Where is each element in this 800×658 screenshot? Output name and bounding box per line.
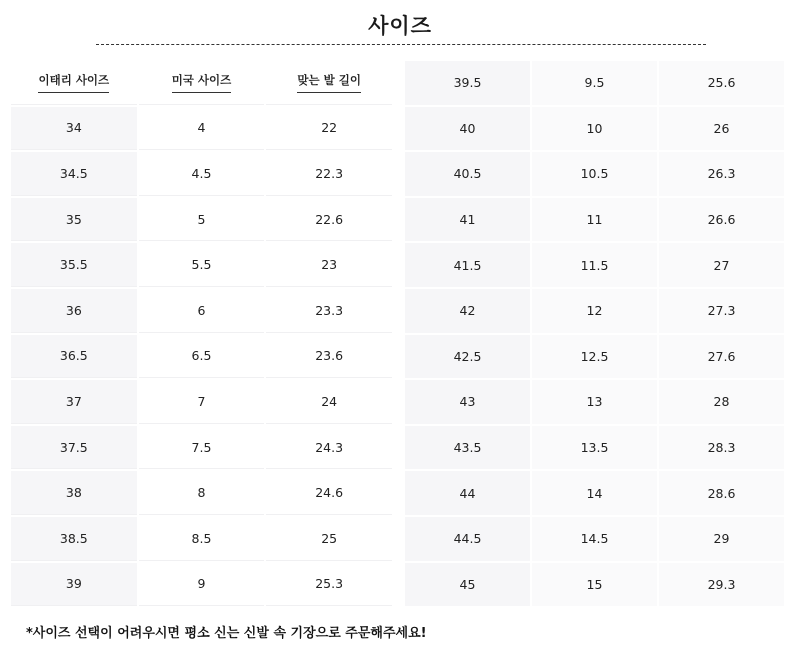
table-cell: 28.3 (659, 426, 784, 470)
table-cell: 10 (532, 107, 657, 151)
table-cell: 9 (139, 563, 265, 607)
table-cell: 12.5 (532, 335, 657, 379)
table-cell: 23.3 (266, 289, 392, 333)
table-cell: 7 (139, 380, 265, 424)
table-cell: 43 (405, 380, 530, 424)
header-label: 맞는 발 길이 (297, 72, 361, 93)
table-cell: 12 (532, 289, 657, 333)
table-cell: 13.5 (532, 426, 657, 470)
table-cell: 28 (659, 380, 784, 424)
table-cell: 26.3 (659, 152, 784, 196)
table-cell: 38 (11, 471, 137, 515)
table-cell: 5.5 (139, 243, 265, 287)
table-cell: 34.5 (11, 152, 137, 196)
table-cell: 11.5 (532, 243, 657, 287)
table-cell: 4 (139, 107, 265, 151)
table-cell: 4.5 (139, 152, 265, 196)
table-cell: 24.3 (266, 426, 392, 470)
table-cell: 9.5 (532, 61, 657, 105)
table-cell: 24.6 (266, 471, 392, 515)
table-cell: 7.5 (139, 426, 265, 470)
table-cell: 24 (266, 380, 392, 424)
table-cell: 40.5 (405, 152, 530, 196)
dashed-divider (96, 44, 706, 45)
table-cell: 39.5 (405, 61, 530, 105)
table-cell: 35 (11, 198, 137, 242)
header-label: 이태리 사이즈 (38, 72, 109, 93)
table-cell: 8 (139, 471, 265, 515)
table-cell: 41 (405, 198, 530, 242)
table-cell: 29 (659, 517, 784, 561)
table-cell: 5 (139, 198, 265, 242)
table-cell: 25 (266, 517, 392, 561)
table-cell: 28.6 (659, 471, 784, 515)
table-cell: 15 (532, 563, 657, 607)
table-cell: 45 (405, 563, 530, 607)
table-cell: 37.5 (11, 426, 137, 470)
table-cell: 42.5 (405, 335, 530, 379)
size-table-left (11, 61, 392, 606)
table-cell: 10.5 (532, 152, 657, 196)
page-title: 사이즈 (368, 14, 432, 38)
table-cell: 26 (659, 107, 784, 151)
table-cell: 39 (11, 563, 137, 607)
table-cell: 22.6 (266, 198, 392, 242)
table-cell: 6 (139, 289, 265, 333)
table-cell: 23.6 (266, 335, 392, 379)
header-foot-length (266, 61, 392, 105)
table-cell: 13 (532, 380, 657, 424)
header-italy-size (11, 61, 137, 105)
table-cell: 41.5 (405, 243, 530, 287)
table-cell: 42 (405, 289, 530, 333)
table-cell: 6.5 (139, 335, 265, 379)
table-cell: 25.6 (659, 61, 784, 105)
table-cell: 36.5 (11, 335, 137, 379)
table-cell: 44 (405, 471, 530, 515)
table-cell: 11 (532, 198, 657, 242)
table-cell: 35.5 (11, 243, 137, 287)
table-cell: 23 (266, 243, 392, 287)
table-cell: 8.5 (139, 517, 265, 561)
table-cell: 27 (659, 243, 784, 287)
table-cell: 43.5 (405, 426, 530, 470)
header-us-size (139, 61, 265, 105)
table-cell: 14 (532, 471, 657, 515)
table-cell: 37 (11, 380, 137, 424)
table-cell: 22 (266, 107, 392, 151)
table-cell: 44.5 (405, 517, 530, 561)
table-cell: 34 (11, 107, 137, 151)
table-cell: 40 (405, 107, 530, 151)
header-label: 미국 사이즈 (172, 72, 232, 93)
table-cell: 36 (11, 289, 137, 333)
table-cell: 14.5 (532, 517, 657, 561)
table-cell: 38.5 (11, 517, 137, 561)
size-advice-note: *사이즈 선택이 어려우시면 평소 신는 신발 속 기장으로 주문해주세요! (26, 626, 427, 641)
table-cell: 27.6 (659, 335, 784, 379)
table-cell: 27.3 (659, 289, 784, 333)
table-cell: 22.3 (266, 152, 392, 196)
table-cell: 29.3 (659, 563, 784, 607)
table-cell: 25.3 (266, 563, 392, 607)
size-table-right (405, 61, 784, 606)
table-cell: 26.6 (659, 198, 784, 242)
